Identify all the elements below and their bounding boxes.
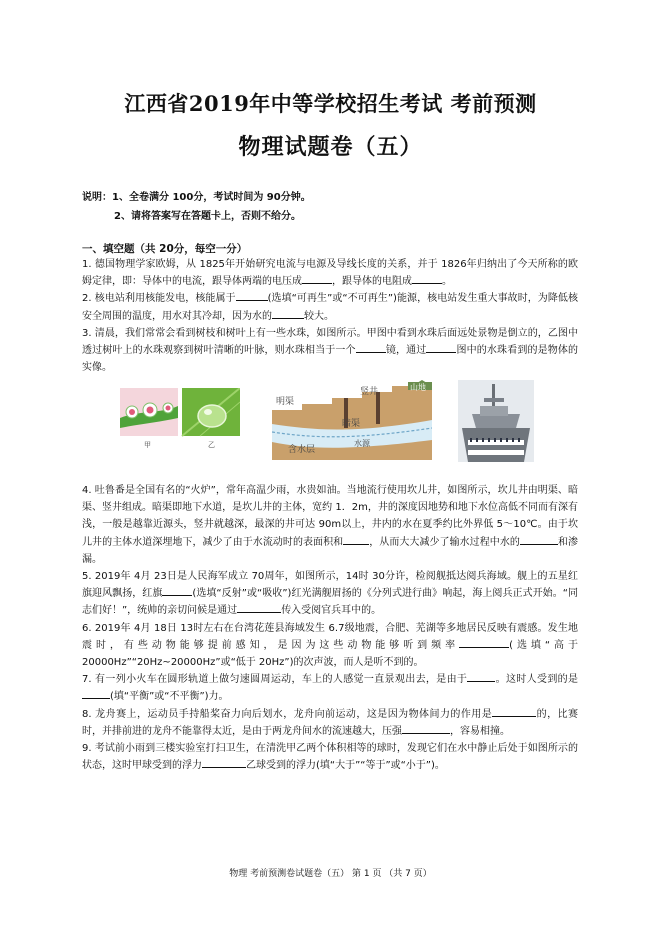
question-6 <box>82 620 578 672</box>
question-block-1-3 <box>82 256 578 376</box>
answer-blank <box>162 585 192 596</box>
question-1-text-c: 。 <box>442 276 452 288</box>
karez-diagram <box>272 380 432 460</box>
question-8-text-a: 8. 龙舟赛上，运动员手持船桨奋力向后划水，龙舟向前运动，这是因为物体间力的作用是 <box>82 708 493 720</box>
question-4-text-b: ，从而大大减少了输水过程中水的 <box>369 536 520 548</box>
question-9-text-b: 乙球受到的浮力(填“大于”“等于”或“小于”)。 <box>246 760 445 772</box>
section-title: 一、填空题（共 20分，每空一分） <box>82 243 248 255</box>
question-2-text-b: (选填“可再生”或“不可再生”)能源，核电站发生重大事故时，为降低核安全周围的温度，用水对其冷却，因为水的 <box>82 293 578 322</box>
question-4-text-c: 和渗漏。 <box>82 536 579 565</box>
question-9-text-a: 9. 考试前小雨到三楼实验室打扫卫生，在清洗甲乙两个体积相等的球时，发现它们在水中静止后处于如图所示的状态，这时甲球受到的浮力 <box>82 743 578 772</box>
figure-label-a: 甲 <box>144 441 151 449</box>
question-8-text-b: 的，比赛时，并排前进的龙舟不能靠得太近，是由于两龙舟间水的流速越大，压强 <box>82 708 578 737</box>
question-7 <box>82 671 578 705</box>
answer-blank <box>459 637 509 648</box>
answer-blank <box>272 308 304 319</box>
figure-label-hidden-channel: 暗渠 <box>342 419 361 429</box>
question-4-text-a: 4. 吐鲁番是全国有名的“火炉”，常年高温少雨，水贵如油。当地流行使用坎儿井，如图所示，坎儿井由明渠、暗渠、竖井组成。暗渠即地下水道，是坎儿井的主体，宽约 1．2m，井的深度因地势和地下水位高低不同而有深有浅，一般是越靠近源头，竖井就越深，最深的井可达 90m以上，井内的水在夏季约比外界低 5～10℃。由于坎儿井的主体水道深埋地下，减少了由于水流动时的表面积和 <box>82 485 578 548</box>
water-droplet-figure <box>120 388 240 448</box>
question-block-4-9 <box>82 482 578 774</box>
figure-label-aquifer: 含水层 <box>288 445 316 455</box>
question-8 <box>82 706 578 740</box>
figure-label-water-source: 水源 <box>354 439 370 448</box>
question-5-text-b: (选填“反射”或“吸收”)红光满舰眉扬的《分列式进行曲》响起，海上阅兵正式开始。“同志们好！”，统帅的亲切问候是通过 <box>82 588 578 617</box>
question-3-text-c: 图中的水珠看到的是物体的实像。 <box>82 345 579 374</box>
warship-photo <box>458 380 534 462</box>
question-3 <box>82 325 578 377</box>
question-7-text-a: 7. 有一列小火车在圆形轨道上做匀速圆周运动，车上的人感觉一直景观出去，是由于 <box>82 674 468 686</box>
answer-blank <box>237 602 281 613</box>
question-4 <box>82 482 578 568</box>
question-9 <box>82 740 578 774</box>
answer-blank <box>356 342 386 353</box>
answer-blank <box>236 290 268 301</box>
answer-blank <box>412 273 442 284</box>
instruction-line-1: 说明：1、全卷满分 100分，考试时间为 90分钟。 <box>82 192 311 203</box>
question-1 <box>82 256 578 290</box>
exam-subtitle: 物理试题卷（五） <box>238 134 423 160</box>
question-7-text-c: (填“平衡”或“不平衡”)力。 <box>110 691 229 703</box>
figure-label-b: 乙 <box>208 441 215 449</box>
exam-title: 江西省2019年中等学校招生考试 考前预测 <box>124 91 537 116</box>
question-6-text-a: 6. 2019年 4月 18日 13时左右在台湾花莲县海域发生 6.7级地震，合肥、芜湖等多地居民反映有震感。发生地震时，有些动物能够提前感知，是因为这些动物能够听到频率 <box>82 622 578 651</box>
figure-label-mountain: 山地 <box>410 383 426 392</box>
question-5-text-a: 5. 2019年 4月 23日是人民海军成立 70周年，如图所示，14时 30分许，检阅舰抵达阅兵海域。舰上的五星红旗迎风飘扬，红旗 <box>82 571 578 600</box>
figure-label-vertical-well: 竖井 <box>360 387 379 397</box>
answer-blank <box>492 706 536 717</box>
question-8-text-c: ，容易相撞。 <box>450 725 510 737</box>
question-7-text-b: 。这时人受到的是 <box>495 674 578 686</box>
answer-blank <box>402 723 450 734</box>
figures-row <box>120 380 540 465</box>
question-1-text-a: 1. 德国物理学家欧姆，从 1825年开始研究电流与电源及导线长度的关系，并于 1826年归纳出了今天所称的欧姆定律，即：导体中的电流，跟导体两端的电压成 <box>82 259 578 288</box>
figure-label-open-channel: 明渠 <box>276 397 295 407</box>
answer-blank <box>82 688 110 699</box>
answer-blank <box>302 273 332 284</box>
question-6-text-b: (选填“高于 20000Hz”“20Hz~20000Hz”或“低于 20Hz”)的次声波，而人是听不到的。 <box>82 639 578 669</box>
question-5 <box>82 568 578 620</box>
answer-blank <box>202 757 246 768</box>
question-2-text-a: 2. 核电站利用核能发电，核能属于 <box>82 293 236 305</box>
instruction-line-2: 2、请将答案写在答题卡上，否则不给分。 <box>114 211 301 222</box>
answer-blank <box>426 342 456 353</box>
answer-blank <box>467 671 495 682</box>
question-3-text-b: 镜，通过 <box>385 345 427 357</box>
question-2 <box>82 290 578 324</box>
question-1-text-b: ，跟导体的电阻成 <box>332 276 412 288</box>
question-2-text-c: 较大。 <box>304 310 334 322</box>
question-3-text-a: 3. 清晨，我们常常会看到树枝和树叶上有一些水珠，如图所示。甲图中看到水珠后面远处景物是倒立的，乙图中透过树叶上的水珠观察到树叶清晰的叶脉，则水珠相当于一个 <box>82 327 578 357</box>
page-footer: 物理 考前预测卷试题卷（五） 第 1 页 （共 7 页） <box>229 869 432 879</box>
question-5-text-c: 传入受阅官兵耳中的。 <box>281 605 382 617</box>
answer-blank <box>520 534 558 545</box>
answer-blank <box>343 534 369 545</box>
